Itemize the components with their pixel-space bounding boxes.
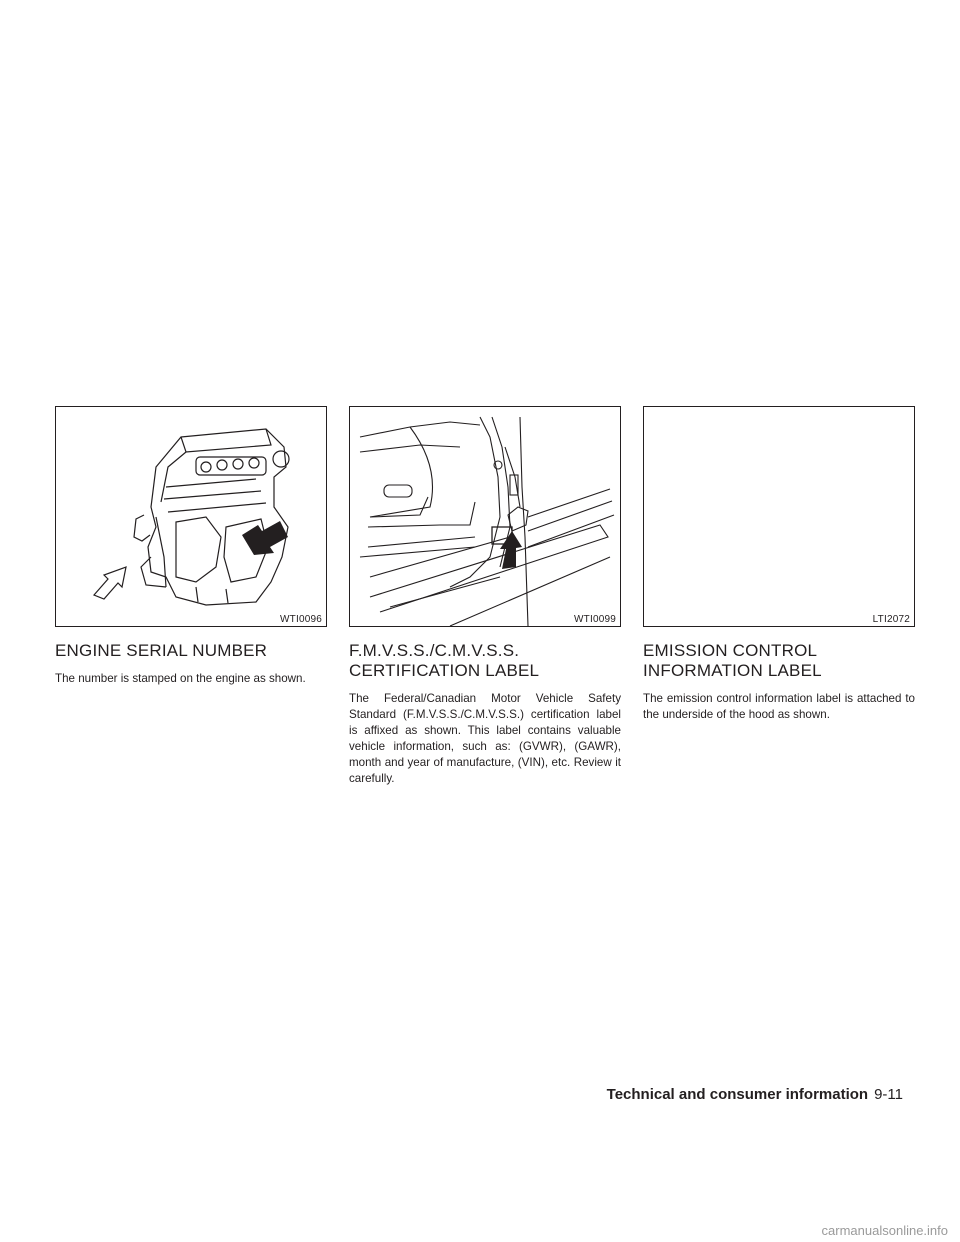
footer-section-title: Technical and consumer information <box>606 1086 869 1103</box>
section-title: F.M.V.S.S./C.M.V.S.S. CERTIFICATION LABEL <box>349 641 540 680</box>
figure-code: LTI2072 <box>872 614 910 625</box>
watermark: carmanualsonline.info <box>821 1223 948 1238</box>
arrow-icon <box>94 567 126 599</box>
section-body: The Federal/Canadian Motor Vehicle Safety Standard (F.M.V.S.S./C.M.V.S.S.) certification label is affixed as shown. This label contains valuable vehicle information, such as: (GVWR), (GAWR), month and year of manufacture, (VIN), etc. Review it carefully. <box>349 692 621 785</box>
page-number: 9-11 <box>874 1086 903 1103</box>
engine-figure <box>55 406 327 627</box>
section-title: ENGINE SERIAL NUMBER <box>55 641 268 660</box>
figure-code: WTI0096 <box>280 614 322 625</box>
engine-illustration <box>56 407 326 626</box>
door-sill-illustration <box>350 407 620 626</box>
section-engine-serial-number <box>55 406 327 687</box>
emission-label-figure <box>643 406 915 627</box>
page-footer <box>607 1086 903 1103</box>
section-body: The emission control information label is attached to the underside of the hood as shown. <box>643 692 915 721</box>
section-emission-control-label <box>643 406 915 723</box>
section-body: The number is stamped on the engine as shown. <box>55 672 306 685</box>
section-title: EMISSION CONTROL INFORMATION LABEL <box>643 641 822 680</box>
section-certification-label <box>349 406 621 787</box>
figure-code: WTI0099 <box>574 614 616 625</box>
door-sill-figure <box>349 406 621 627</box>
